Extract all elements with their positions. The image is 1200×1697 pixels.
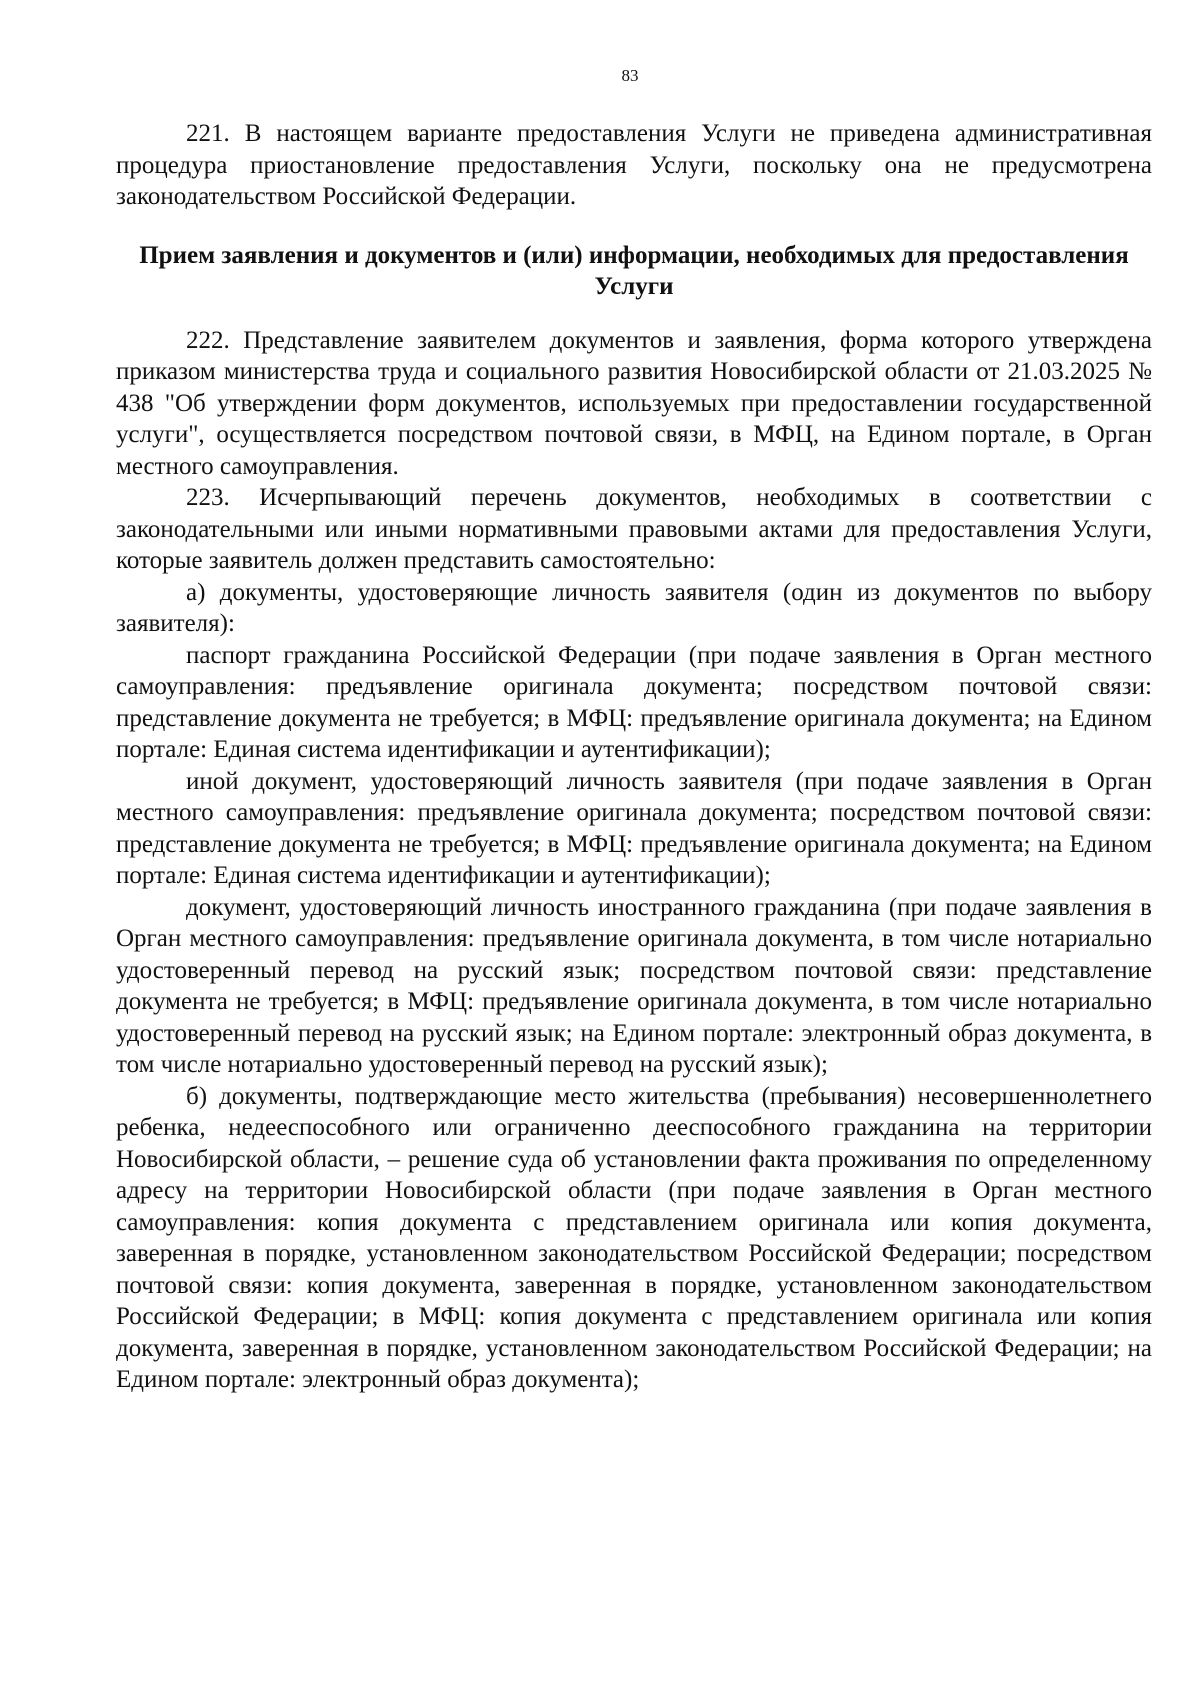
paragraph-other-id-document: иной документ, удостоверяющий личность заявителя (при подаче заявления в Орган местного самоуправления: предъявление оригинала документа; посредством почтовой связи: представление документа не требуется; в МФЦ: предъявление оригинала документа; на Едином портале: Единая система идентификации и аутентификации);: [116, 767, 1152, 889]
paragraph-foreign-citizen-document: документ, удостоверяющий личность иностранного гражданина (при подаче заявления в Орган местного самоуправления: предъявление оригинала документа, в том числе нотариально удостоверенный перевод на русский язык; посредством почтовой связи: представление документа не требуется; в МФЦ: предъявление оригинала документа, в том числе нотариально удостоверенный перевод на русский язык; на Едином портале: электронный образ документа, в том числе нотариально удостоверенный перевод на русский язык);: [116, 893, 1152, 1078]
document-body: [116, 118, 1152, 1396]
paragraph-223: 223. Исчерпывающий перечень документов, необходимых в соответствии с законодательными или иными нормативными правовыми актами для предоставления Услуги, которые заявитель должен представить самостоятельно:: [116, 484, 1152, 574]
paragraph-item-a: а) документы, удостоверяющие личность заявителя (один из документов по выбору заявителя):: [116, 578, 1152, 637]
section-heading: Прием заявления и документов и (или) информации, необходимых для предоставления Услуги: [139, 241, 1129, 300]
paragraph-222: 222. Представление заявителем документов и заявления, форма которого утверждена приказом министерства труда и социального развития Новосибирской области от 21.03.2025 № 438 "Об утверждении форм документов, используемых при предоставлении государственной услуги", осуществляется посредством почтовой связи, в МФЦ, на Едином портале, в Орган местного самоуправления.: [116, 326, 1152, 480]
paragraph-passport: паспорт гражданина Российской Федерации (при подаче заявления в Орган местного самоуправления: предъявление оригинала документа; посредством почтовой связи: представление документа не требуется; в МФЦ: предъявление оригинала документа; на Едином портале: Единая система идентификации и аутентификации);: [116, 641, 1152, 763]
paragraph-item-b: б) документы, подтверждающие место жительства (пребывания) несовершеннолетнего ребенка, недееспособного или ограниченно дееспособного гражданина на территории Новосибирской области, – решение суда об установлении факта проживания по определенному адресу на территории Новосибирской области (при подаче заявления в Орган местного самоуправления: копия документа с представлением оригинала или копия документа, заверенная в порядке, установленном законодательством Российской Федерации; посредством почтовой связи: копия документа, заверенная в порядке, установленном законодательством Российской Федерации; в МФЦ: копия документа с представлением оригинала или копия документа, заверенная в порядке, установленном законодательством Российской Федерации; на Едином портале: электронный образ документа);: [116, 1082, 1152, 1393]
paragraph-221: 221. В настоящем варианте предоставления Услуги не приведена административная процедура приостановление предоставления Услуги, поскольку она не предусмотрена законодательством Российской Федерации.: [116, 120, 1152, 210]
page-number: 83: [621, 66, 639, 85]
